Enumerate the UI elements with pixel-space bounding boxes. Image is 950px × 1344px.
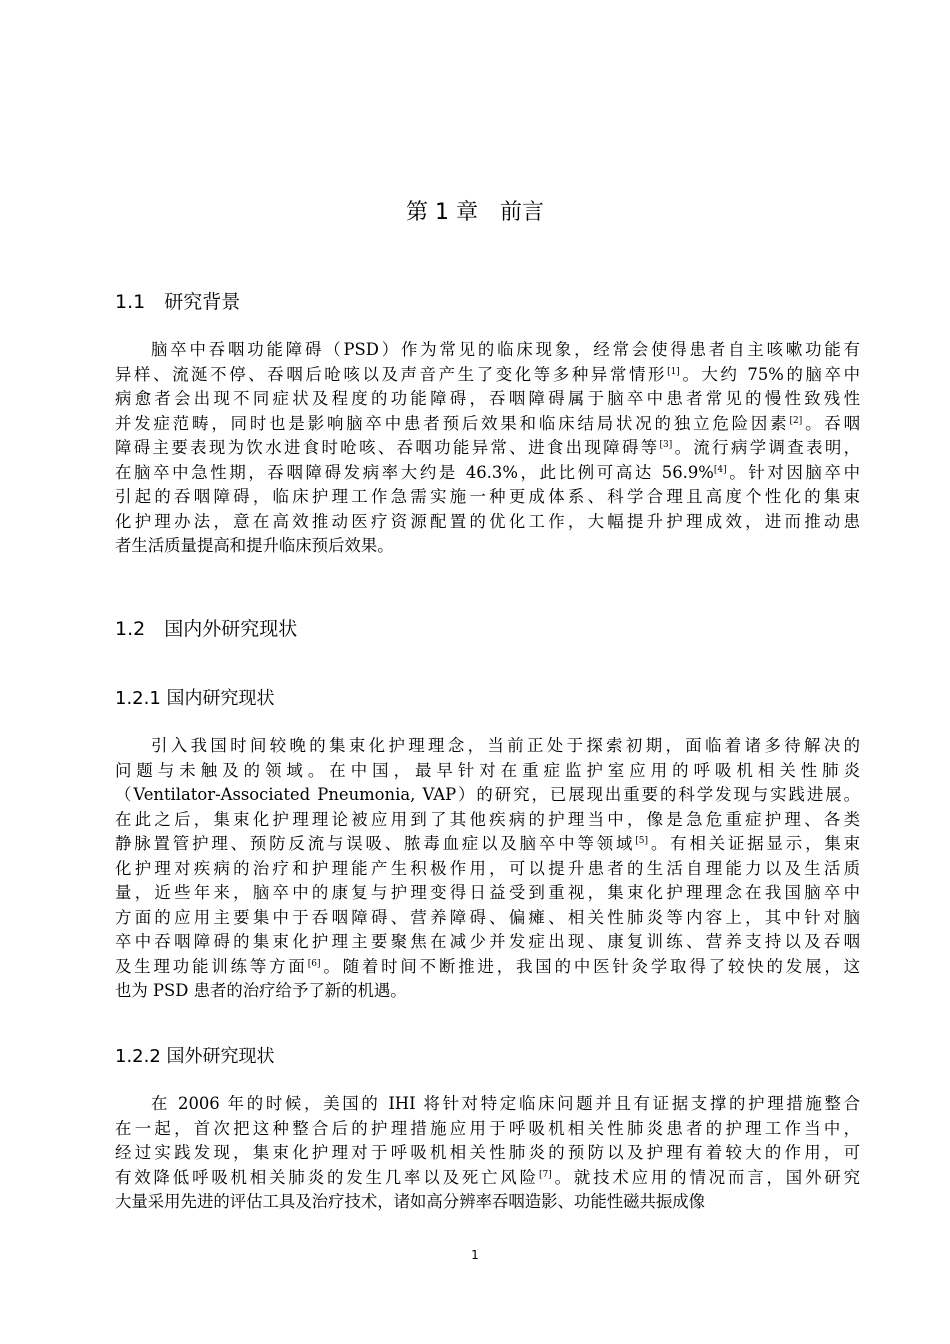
text-line (115, 979, 860, 1004)
paragraph-foreign (115, 1092, 860, 1215)
text-line (115, 930, 860, 955)
text-line (115, 1117, 860, 1142)
text-line (115, 485, 860, 510)
section-heading-1-2-1: 1.2.1 国内研究现状 (115, 688, 275, 709)
line-text: 者生活质量提高和提升临床预后效果。 (115, 536, 394, 555)
line-text: 也为 PSD 患者的治疗给予了新的机遇。 (115, 981, 407, 1000)
line-text: 量，近些年来，脑卒中的康复与护理变得日益受到重视，集束化护理理念在我国脑卒中 (115, 883, 860, 902)
line-text: 化护理办法，意在高效推动医疗资源配置的优化工作，大幅提升护理成效，进而推动患 (115, 511, 860, 531)
line-text-after-ref: 。就技术应用的情况而言，国外研究 (551, 1167, 861, 1187)
line-text: 在此之后，集束化护理理论被应用到了其他疾病的护理当中，像是急危重症护理、各类 (115, 809, 860, 829)
citation-ref: [3] (659, 440, 673, 450)
line-text: 在 2006 年的时候，美国的 IHI 将针对特定临床问题并且有证据支撑的护理措施整合 (151, 1094, 860, 1113)
text-line (115, 1190, 860, 1215)
section-heading-1-2: 1.2 国内外研究现状 (115, 618, 298, 640)
line-text: 在一起，首次把这种整合后的护理措施应用于呼吸机相关性肺炎患者的护理工作当中， (115, 1118, 860, 1138)
line-text: 引起的吞咽障碍，临床护理工作急需实施一种更成体系、科学合理且高度个性化的集束 (115, 487, 860, 506)
line-text: 方面的应用主要集中于吞咽障碍、营养障碍、偏瘫、相关性肺炎等内容上，其中针对脑 (115, 907, 860, 927)
line-text: 化护理对疾病的治疗和护理能产生积极作用，可以提升患者的生活自理能力以及生活质 (115, 858, 860, 878)
text-line (115, 338, 860, 363)
line-text-after-ref: 。针对因脑卒中 (726, 462, 860, 482)
page-number: 1 (471, 1248, 479, 1262)
text-line (115, 955, 860, 980)
text-line (115, 734, 860, 759)
line-text: 异样、流涎不停、吞咽后呛咳以及声音产生了变化等多种异常情形 (115, 364, 668, 384)
line-text-after-ref: 。流行病学调查表明， (672, 438, 861, 457)
line-text: 卒中吞咽障碍的集束化护理主要聚焦在减少并发症出现、康复训练、营养支持以及吞咽 (115, 932, 860, 951)
citation-ref: [2] (789, 415, 803, 426)
text-line (115, 906, 860, 931)
text-line (115, 832, 860, 857)
text-line (115, 881, 860, 906)
line-text: 经过实践发现，集束化护理对于呼吸机相关性肺炎的预防以及护理有着较大的作用，可 (115, 1143, 860, 1162)
paragraph-background (115, 338, 860, 559)
line-text: 病愈者会出现不同症状及程度的功能障碍，吞咽障碍属于脑卒中患者常见的慢性致残性 (115, 389, 860, 408)
line-text: 并发症范畴，同时也是影响脑卒中患者预后效果和临床结局状况的独立危险因素 (115, 413, 790, 433)
text-line (115, 510, 860, 535)
chapter-title: 第 1 章 前言 (406, 200, 544, 225)
text-line (115, 1166, 860, 1191)
line-text: 障碍主要表现为饮水进食时呛咳、吞咽功能异常、进食出现障碍等 (115, 438, 660, 457)
line-text: 在脑卒中急性期，吞咽障碍发病率大约是 46.3%，此比例可高达 56.9% (115, 462, 714, 482)
text-line (115, 1141, 860, 1166)
line-text: 脑卒中吞咽功能障碍（PSD）作为常见的临床现象，经常会使得患者自主咳嗽功能有 (151, 340, 860, 359)
text-line (115, 857, 860, 882)
line-text: 有效降低呼吸机相关肺炎的发生几率以及死亡风险 (115, 1167, 539, 1187)
citation-ref: [6] (307, 958, 321, 969)
line-text-after-ref: 。吞咽 (802, 413, 861, 433)
text-line (115, 387, 860, 412)
text-line (115, 1092, 860, 1117)
citation-ref: [5] (635, 836, 649, 846)
text-line (115, 534, 860, 559)
citation-ref: [7] (538, 1169, 552, 1180)
line-text-after-ref: 。大约 75%的脑卒中 (679, 364, 861, 384)
line-text-after-ref: 。随着时间不断推进，我国的中医针灸学取得了较快的发展，这 (320, 956, 861, 976)
text-line (115, 783, 860, 808)
text-line (115, 412, 860, 437)
text-line (115, 759, 860, 784)
section-heading-1-2-2: 1.2.2 国外研究现状 (115, 1046, 275, 1067)
line-text-after-ref: 。有相关证据显示，集束 (648, 834, 860, 853)
text-line (115, 461, 860, 486)
paragraph-domestic (115, 734, 860, 1004)
line-text: 及生理功能训练等方面 (115, 956, 308, 976)
citation-ref: [1] (667, 366, 680, 377)
line-text: 问题与未触及的领域。在中国，最早针对在重症监护室应用的呼吸机相关性肺炎 (115, 760, 860, 780)
line-text: 大量采用先进的评估工具及治疗技术，诸如高分辨率吞咽造影、功能性磁共振成像 (115, 1192, 706, 1211)
text-line (115, 436, 860, 461)
section-heading-1-1: 1.1 研究背景 (115, 291, 241, 313)
line-text: 引入我国时间较晚的集束化护理理念，当前正处于探索初期，面临着诸多待解决的 (151, 736, 860, 755)
text-line (115, 808, 860, 833)
line-text: 静脉置管护理、预防反流与误吸、脓毒血症以及脑卒中等领域 (115, 834, 636, 853)
citation-ref: [4] (713, 464, 727, 475)
line-text: （Ventilator-Associated Pneumonia, VAP）的研究，已展现出重要的科学发现与实践进展。 (115, 785, 860, 804)
text-line (115, 363, 860, 388)
